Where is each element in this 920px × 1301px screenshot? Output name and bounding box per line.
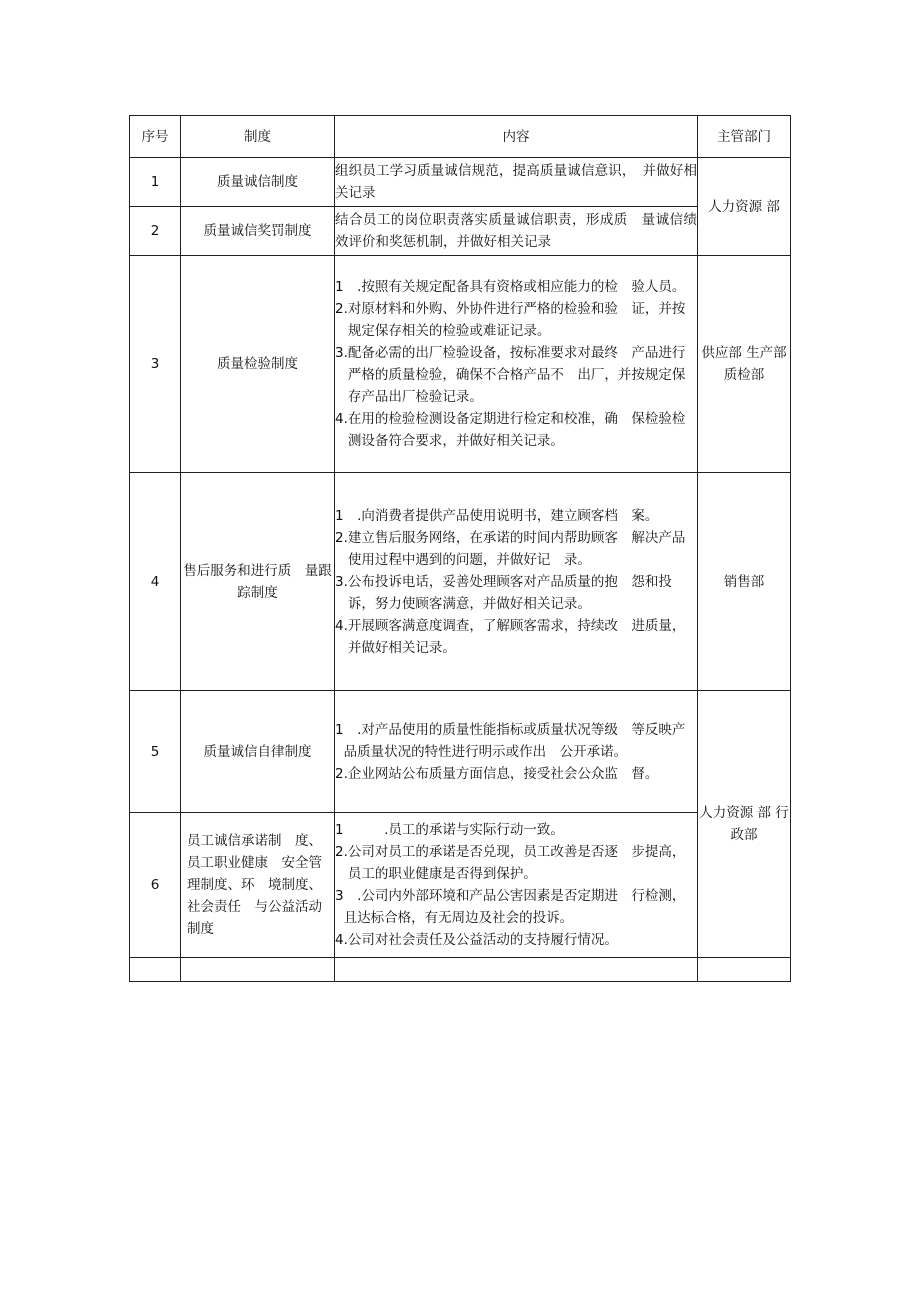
item-number: 1: [335, 721, 344, 738]
list-item: [335, 719, 697, 763]
table-row: [130, 691, 791, 813]
header-no: 序号: [130, 116, 181, 158]
row-no: 1: [130, 158, 181, 207]
list-item: [335, 763, 697, 785]
row-dept: 人力资源 部 行政部: [698, 691, 791, 958]
row-system: 质量诚信奖罚制度: [181, 207, 335, 256]
quality-system-table: [129, 115, 791, 982]
table-row: [130, 207, 791, 256]
item-text: 开展顾客满意度调查，了解顾客需求，持续改 进质量，并做好相关记录。: [347, 617, 686, 656]
item-number: 4.: [335, 617, 348, 634]
item-number: 2.: [335, 529, 348, 546]
item-text: 公布投诉电话，妥善处理顾客对产品质量的抱 怨和投诉，努力使顾客满意，并做好相关记录。: [347, 573, 672, 612]
item-number: 2.: [335, 301, 348, 317]
empty-cell: [181, 958, 335, 982]
row-content: [335, 691, 698, 813]
table-row: [130, 473, 791, 691]
row-dept: 人力资源 部: [698, 158, 791, 256]
item-number: 4.: [335, 932, 348, 948]
row-content: [335, 473, 698, 691]
table-row: [130, 256, 791, 473]
list-item: [335, 841, 697, 885]
item-text: 公司对员工的承诺是否兑现，员工改善是否逐 步提高，员工的职业健康是否得到保护。: [347, 844, 686, 882]
item-text: 在用的检验检测设备定期进行检定和校准，确 保检验检测设备符合要求，并做好相关记录。: [347, 411, 686, 449]
item-number: 1: [335, 279, 344, 295]
row-no: 2: [130, 207, 181, 256]
item-number: 3.: [335, 573, 348, 590]
header-dept: 主管部门: [698, 116, 791, 158]
item-text: .公司内外部环境和产品公害因素是否定期进 行检测，且达标合格，有无周边及社会的投诉。: [343, 888, 686, 926]
item-text: 公司对社会责任及公益活动的支持履行情况。: [347, 932, 618, 948]
list-item: [335, 615, 697, 659]
row-content: [335, 256, 698, 473]
empty-cell: [698, 958, 791, 982]
item-number: 3: [335, 888, 344, 904]
list-item: [335, 342, 697, 408]
item-number: 1: [335, 507, 344, 524]
list-item: [335, 885, 697, 929]
list-item: [335, 929, 697, 951]
item-text: 配备必需的出厂检验设备，按标准要求对最终 产品进行严格的质量检验，确保不合格产品不 出厂，并按规定保存产品出厂检验记录。: [347, 345, 686, 405]
table-row: [130, 813, 791, 958]
row-content: 组织员工学习质量诚信规范，提高质量诚信意识， 并做好相关记录: [335, 158, 698, 207]
item-text: 企业网站公布质量方面信息，接受社会公众监 督。: [347, 765, 659, 782]
empty-cell: [130, 958, 181, 982]
header-content: 内容: [335, 116, 698, 158]
row-system: 员工诚信承诺制 度、员工职业健康 安全管理制度、环 境制度、社会责任 与公益活动制度: [181, 813, 335, 958]
row-no: 5: [130, 691, 181, 813]
list-item: [335, 408, 697, 452]
list-item: [335, 505, 697, 527]
item-number: 3.: [335, 345, 348, 361]
row-no: 6: [130, 813, 181, 958]
item-number: 2.: [335, 844, 348, 860]
header-row: [130, 116, 791, 158]
row-dept: 供应部 生产部 质检部: [698, 256, 791, 473]
table-row: [130, 158, 791, 207]
row-no: 3: [130, 256, 181, 473]
item-text: 对原材料和外购、外协件进行严格的检验和验 证，并按规定保存相关的检验或难证记录。: [347, 301, 686, 339]
list-item: [335, 276, 697, 298]
row-system: 质量诚信自律制度: [181, 691, 335, 813]
item-number: 1: [335, 822, 344, 838]
row-content: 结合员工的岗位职责落实质量诚信职责，形成质 量诚信绩效评价和奖惩机制，并做好相关记录: [335, 207, 698, 256]
empty-cell: [335, 958, 698, 982]
empty-row: [130, 958, 791, 982]
header-system: 制度: [181, 116, 335, 158]
item-number: 2.: [335, 765, 348, 782]
item-text: .对产品使用的质量性能指标或质量状况等级 等反映产品质量状况的特性进行明示或作出 公开承诺。: [343, 721, 686, 760]
list-item: [335, 571, 697, 615]
row-system: 售后服务和进行质 量跟踪制度: [181, 473, 335, 691]
item-number: 4.: [335, 411, 348, 427]
row-no: 4: [130, 473, 181, 691]
item-text: .按照有关规定配备具有资格或相应能力的检 验人员。: [343, 279, 686, 295]
list-item: [335, 819, 697, 841]
row-system: 质量检验制度: [181, 256, 335, 473]
list-item: [335, 527, 697, 571]
row-system: 质量诚信制度: [181, 158, 335, 207]
list-item: [335, 298, 697, 342]
row-dept: 销售部: [698, 473, 791, 691]
item-text: .向消费者提供产品使用说明书，建立顾客档 案。: [343, 507, 659, 524]
item-text: 建立售后服务网络，在承诺的时间内帮助顾客 解决产品使用过程中遇到的问题，并做好记 录。: [347, 529, 686, 568]
row-content: [335, 813, 698, 958]
item-text: .员工的承诺与实际行动一致。: [343, 822, 564, 838]
